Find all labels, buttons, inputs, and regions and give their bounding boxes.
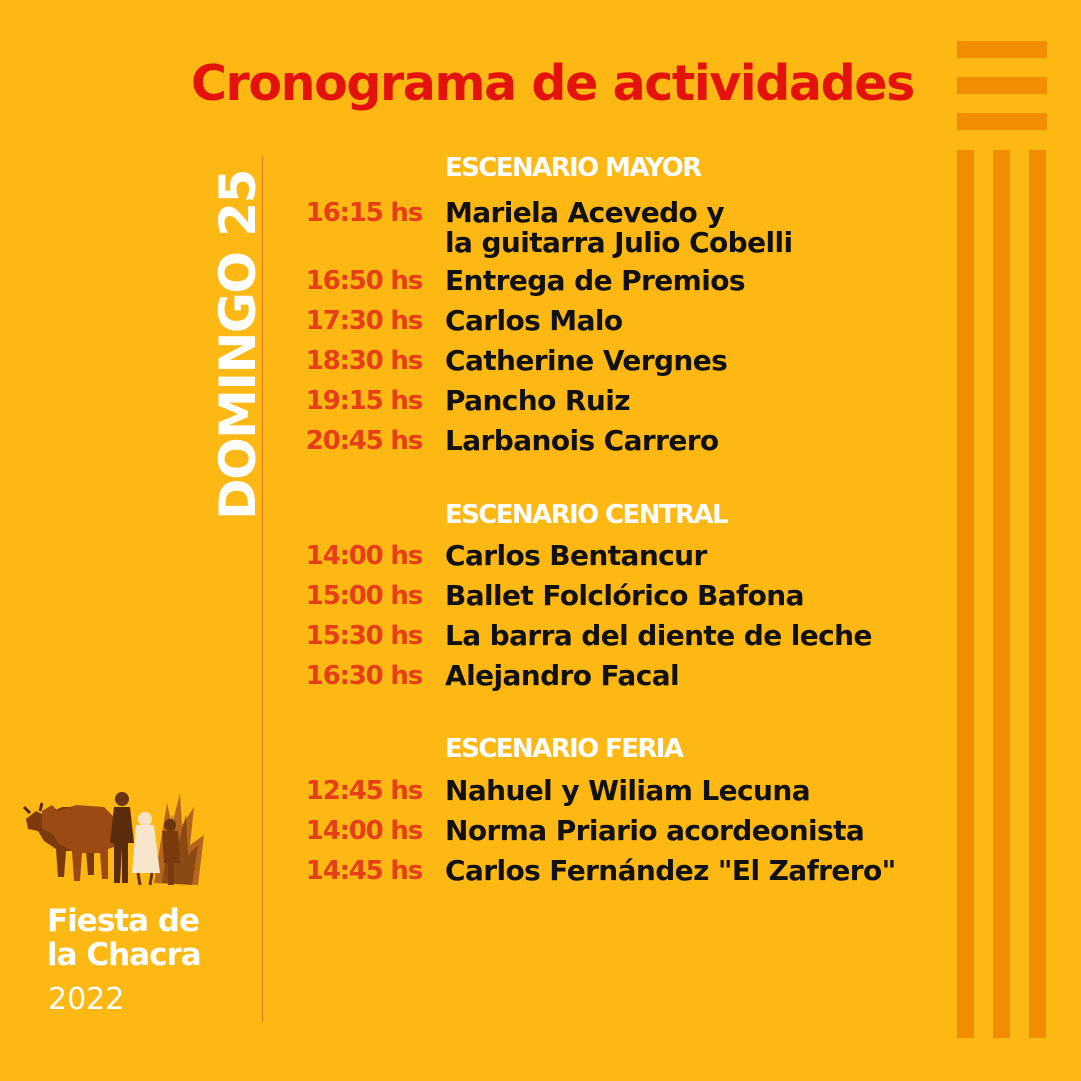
act-name: Larbanois Carrero xyxy=(445,424,719,457)
time-label: 15:00 hs xyxy=(305,581,422,611)
schedule-row xyxy=(270,661,950,701)
schedule-row xyxy=(270,856,950,896)
horizontal-stripe xyxy=(957,41,1047,58)
time-label: 20:45 hs xyxy=(305,426,422,456)
schedule-row xyxy=(270,266,950,306)
schedule-row xyxy=(270,581,950,621)
act-name: Nahuel y Wiliam Lecuna xyxy=(445,774,811,807)
page-title: Cronograma de actividades xyxy=(191,55,914,112)
horizontal-stripe xyxy=(957,77,1047,94)
act-name: Ballet Folclórico Bafona xyxy=(445,579,804,612)
time-label: 16:30 hs xyxy=(305,661,422,691)
schedule-row xyxy=(270,306,950,346)
act-name: Alejandro Facal xyxy=(445,659,679,692)
schedule-row xyxy=(270,776,950,816)
act-name: Mariela Acevedo y la guitarra Julio Cobelli xyxy=(445,196,793,259)
act-name: La barra del diente de leche xyxy=(445,619,872,652)
schedule-row xyxy=(270,541,950,581)
time-label: 17:30 hs xyxy=(305,306,422,336)
horizontal-stripe xyxy=(957,113,1047,130)
time-label: 14:00 hs xyxy=(305,541,422,571)
act-name: Carlos Bentancur xyxy=(445,539,707,572)
schedule-row xyxy=(270,426,950,466)
act-name: Carlos Malo xyxy=(445,304,623,337)
schedule-row xyxy=(270,621,950,661)
time-label: 15:30 hs xyxy=(305,621,422,651)
vertical-stripe xyxy=(1029,150,1046,1038)
act-name: Pancho Ruiz xyxy=(445,384,630,417)
brand-year: 2022 xyxy=(48,982,125,1017)
time-label: 16:15 hs xyxy=(305,198,422,228)
schedule-row xyxy=(270,816,950,856)
act-name: Catherine Vergnes xyxy=(445,344,728,377)
day-label: DOMINGO 25 xyxy=(209,170,267,520)
time-label: 14:45 hs xyxy=(305,856,422,886)
vertical-stripe xyxy=(993,150,1010,1038)
time-label: 16:50 hs xyxy=(305,266,422,296)
section-heading: ESCENARIO MAYOR xyxy=(445,153,701,183)
act-name: Norma Priario acordeonista xyxy=(445,814,865,847)
time-label: 14:00 hs xyxy=(305,816,422,846)
time-label: 19:15 hs xyxy=(305,386,422,416)
farm-family-illustration-icon xyxy=(22,785,217,895)
time-label: 18:30 hs xyxy=(305,346,422,376)
act-name: Carlos Fernández "El Zafrero" xyxy=(445,854,896,887)
schedule-row xyxy=(270,198,950,268)
time-label: 12:45 hs xyxy=(305,776,422,806)
section-heading: ESCENARIO FERIA xyxy=(445,734,683,764)
schedule-row xyxy=(270,386,950,426)
act-name: Entrega de Premios xyxy=(445,264,745,297)
brand-name: Fiesta de la Chacra xyxy=(47,903,201,973)
vertical-stripe xyxy=(957,150,974,1038)
schedule-row xyxy=(270,346,950,386)
section-heading: ESCENARIO CENTRAL xyxy=(445,500,727,530)
